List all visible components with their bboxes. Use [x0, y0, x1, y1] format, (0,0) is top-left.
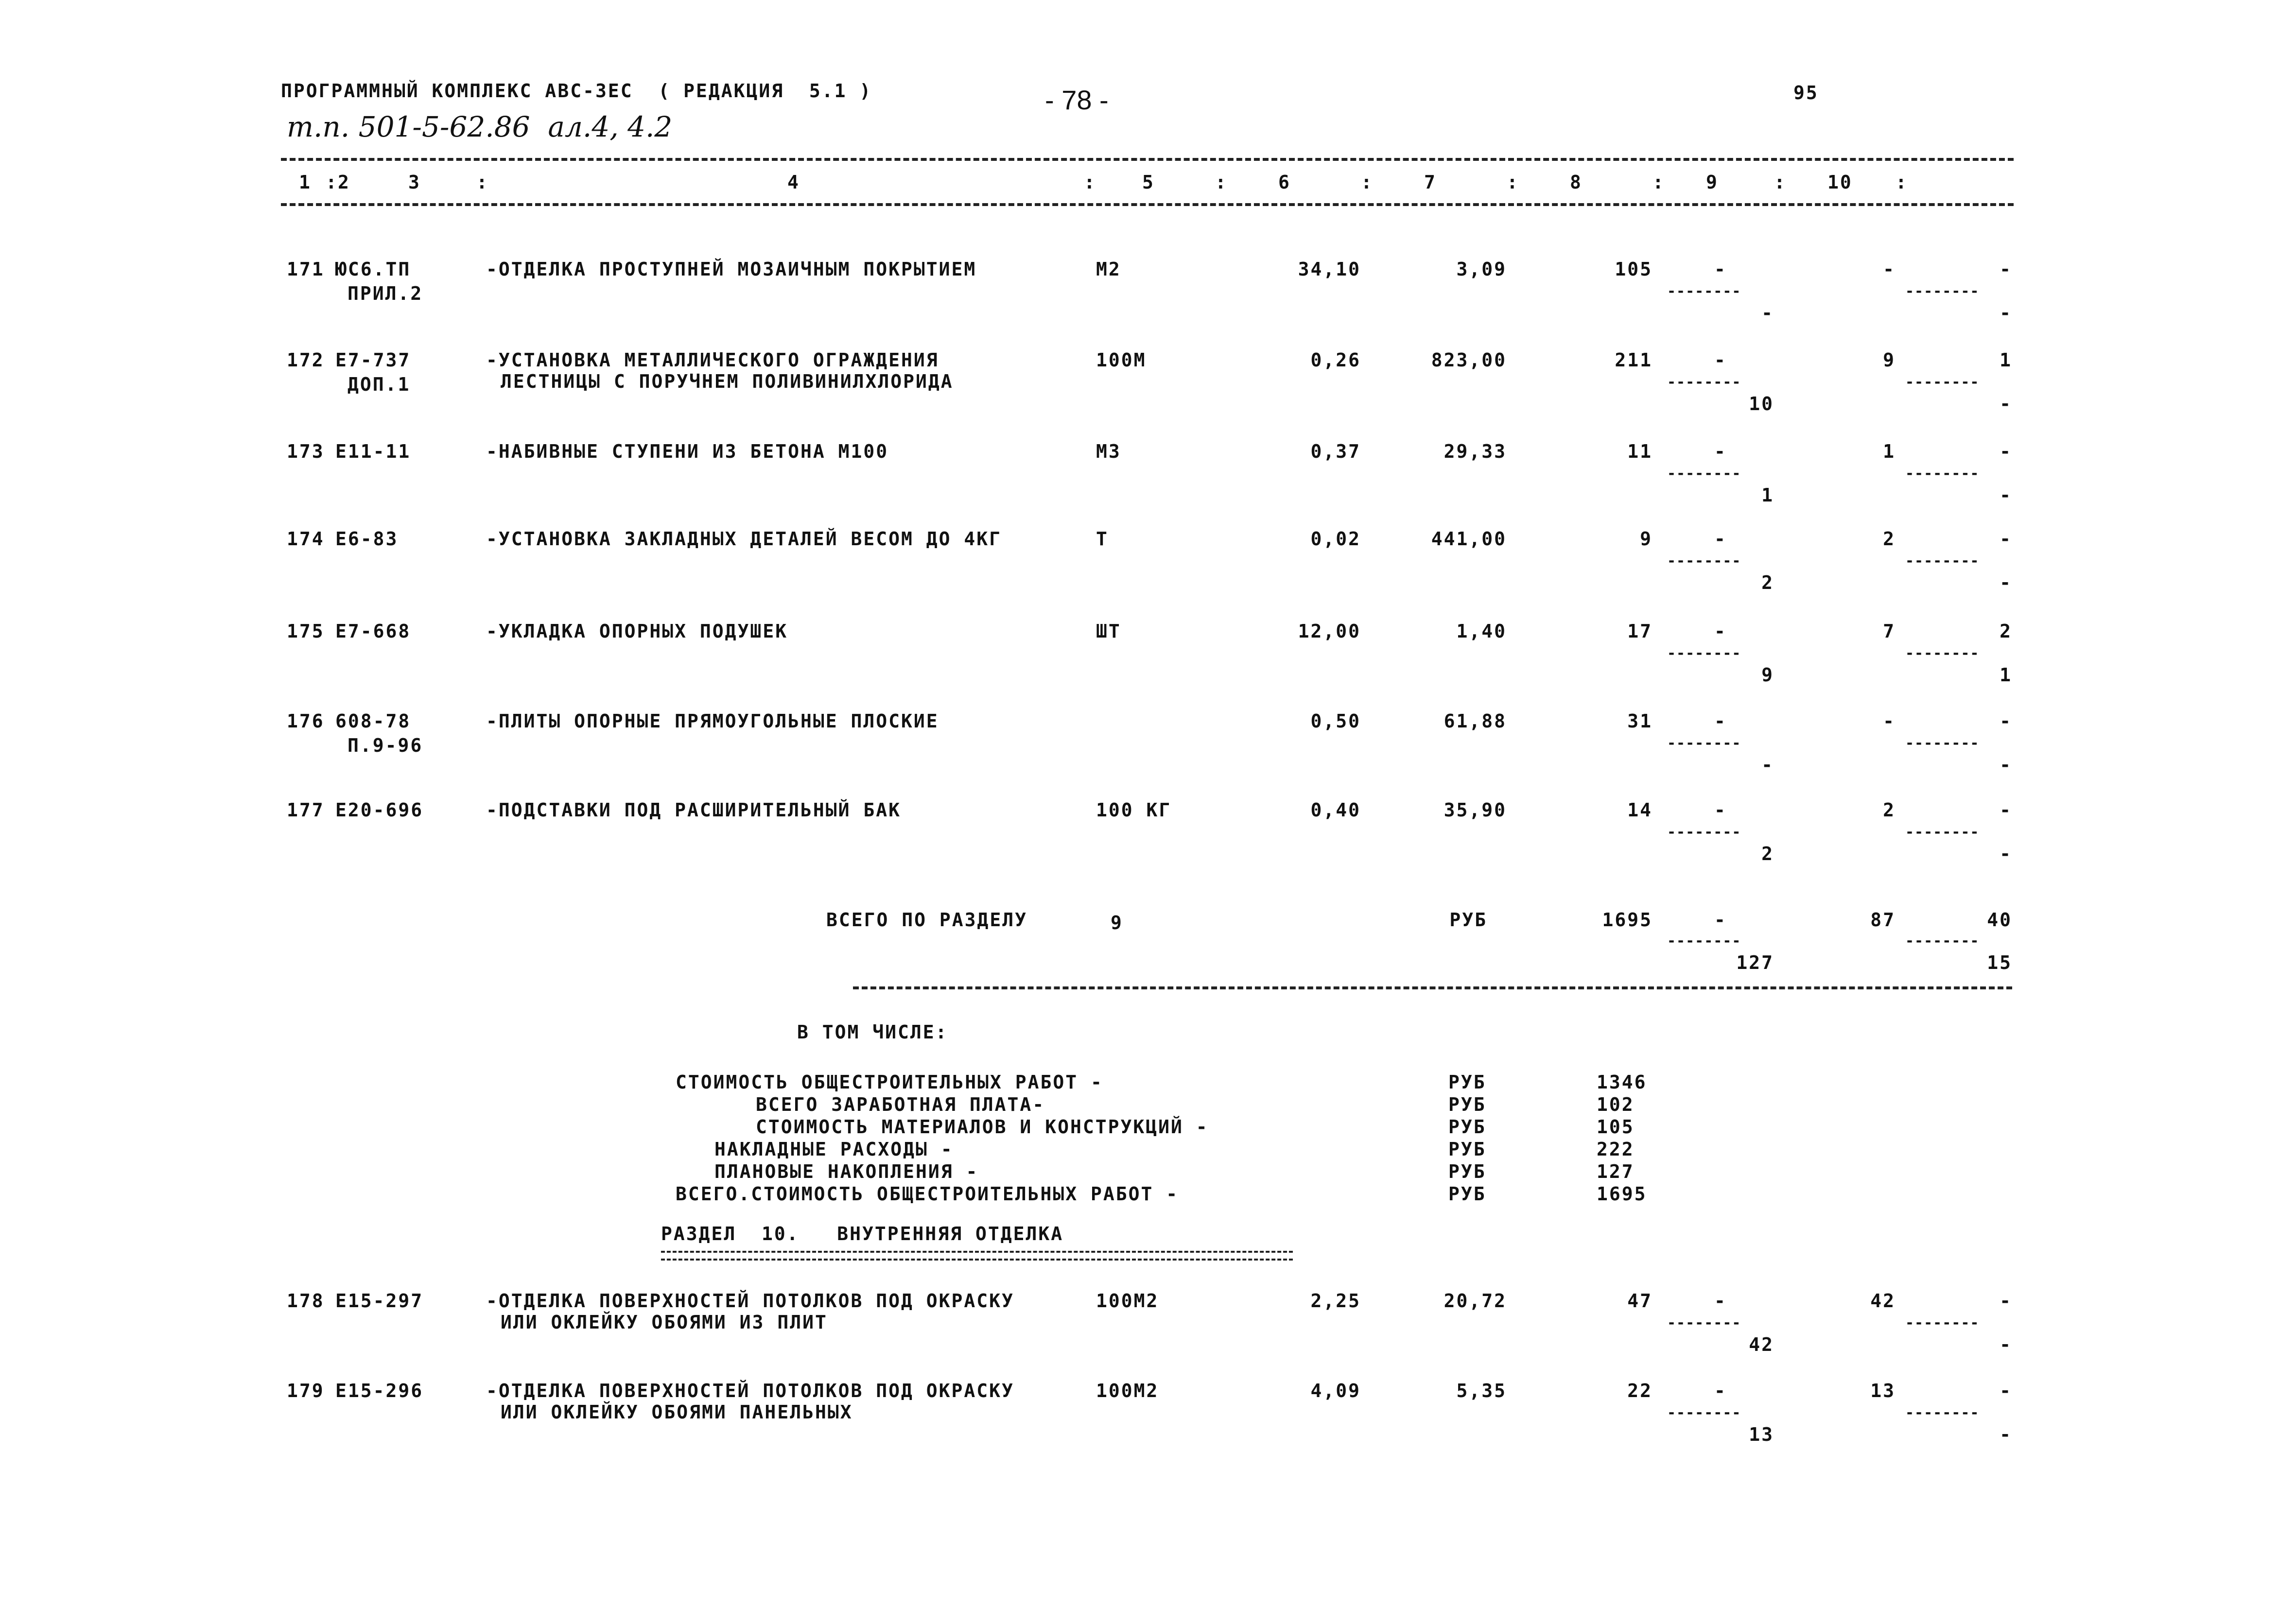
section-total-rule [853, 986, 2012, 989]
column-number-4: 4 [787, 172, 800, 193]
breakdown-currency: РУБ [1448, 1116, 1486, 1138]
row-col8: - [1714, 528, 1727, 550]
row-unit-price: 29,33 [1444, 441, 1507, 462]
row-col8-lower: 2 [1761, 572, 1774, 593]
row-unit-price: 35,90 [1444, 799, 1507, 821]
column-separator: : [1361, 172, 1374, 193]
row-col10-lower: - [2000, 1334, 2012, 1355]
program-header: ПРОГРАММНЫЙ КОМПЛЕКС АВС-ЗЕС ( РЕДАКЦИЯ 5.1 ) [281, 80, 872, 102]
row-unit: Т [1096, 528, 1109, 550]
row-description: -УСТАНОВКА МЕТАЛЛИЧЕСКОГО ОГРАЖДЕНИЯ [486, 349, 939, 371]
column-separator: : [1652, 172, 1665, 193]
cell-fraction-divider: -------- [1667, 646, 1741, 661]
breakdown-currency: РУБ [1448, 1139, 1486, 1160]
row-code: ЮС6.ТП [335, 259, 411, 280]
breakdown-label: СТОИМОСТЬ МАТЕРИАЛОВ И КОНСТРУКЦИЙ - [756, 1116, 1209, 1138]
row-number: 174 [287, 528, 325, 550]
row-quantity: 2,25 [1310, 1290, 1361, 1312]
column-separator: : [1215, 172, 1228, 193]
row-col8: - [1714, 349, 1727, 371]
row-col8-lower: - [1761, 302, 1774, 324]
row-col10: - [2000, 799, 2012, 821]
breakdown-value: 105 [1597, 1116, 1635, 1138]
row-number: 173 [287, 441, 325, 462]
cell-fraction-divider: -------- [1905, 284, 1980, 299]
column-separator: : [476, 172, 489, 193]
row-col10-lower: - [2000, 572, 2012, 593]
breakdown-label: ВСЕГО.СТОИМОСТЬ ОБЩЕСТРОИТЕЛЬНЫХ РАБОТ - [676, 1183, 1179, 1205]
handwritten-reference: т.п. 501-5-62.86 ал.4, 4.2 [287, 110, 673, 143]
cell-fraction-divider: -------- [1905, 646, 1980, 661]
section-total-col10-lower: 15 [1987, 952, 2012, 973]
row-code-secondary: ПРИЛ.2 [348, 283, 423, 304]
row-code: Е20-696 [335, 799, 424, 821]
column-number-3: 3 [408, 172, 421, 193]
header-top-rule [281, 158, 2014, 161]
breakdown-value: 1346 [1597, 1071, 1647, 1093]
breakdown-label: СТОИМОСТЬ ОБЩЕСТРОИТЕЛЬНЫХ РАБОТ - [676, 1071, 1103, 1093]
section-total-col10: 40 [1987, 909, 2012, 931]
breakdown-currency: РУБ [1448, 1071, 1486, 1093]
cell-fraction-divider: -------- [1905, 736, 1980, 751]
column-separator: : [1084, 172, 1096, 193]
row-col10-lower: - [2000, 393, 2012, 415]
row-total: 22 [1627, 1380, 1652, 1401]
cell-fraction-divider: -------- [1905, 554, 1980, 569]
row-code: Е15-297 [335, 1290, 424, 1312]
row-quantity: 0,26 [1310, 349, 1361, 371]
row-total: 17 [1627, 621, 1652, 642]
row-col8: - [1714, 710, 1727, 732]
cell-fraction-divider: -------- [1667, 1406, 1741, 1420]
row-code: Е15-296 [335, 1380, 424, 1401]
row-unit: ШТ [1096, 621, 1121, 642]
row-number: 175 [287, 621, 325, 642]
column-number-7: 7 [1424, 172, 1437, 193]
row-number: 171 [287, 259, 325, 280]
row-quantity: 4,09 [1310, 1380, 1361, 1401]
cell-fraction-divider: -------- [1905, 375, 1980, 390]
section-total-col8-divider: -------- [1667, 934, 1741, 949]
column-number-2: 2 [338, 172, 350, 193]
row-unit: М3 [1096, 441, 1121, 462]
row-quantity: 0,50 [1310, 710, 1361, 732]
section-total-col10-divider: -------- [1905, 934, 1980, 949]
row-col8-lower: 42 [1749, 1334, 1774, 1355]
row-number: 179 [287, 1380, 325, 1401]
cell-fraction-divider: -------- [1905, 825, 1980, 840]
column-number-10: 10 [1827, 172, 1853, 193]
row-code: Е7-737 [335, 349, 411, 371]
row-col8: - [1714, 1380, 1727, 1401]
row-description: -ПОДСТАВКИ ПОД РАСШИРИТЕЛЬНЫЙ БАК [486, 799, 901, 821]
row-col8: - [1714, 621, 1727, 642]
row-total: 14 [1627, 799, 1652, 821]
cell-fraction-divider: -------- [1667, 825, 1741, 840]
row-unit-price: 20,72 [1444, 1290, 1507, 1312]
row-col10: - [2000, 528, 2012, 550]
row-unit-price: 1,40 [1456, 621, 1507, 642]
cell-fraction-divider: -------- [1905, 467, 1980, 481]
row-total: 211 [1615, 349, 1652, 371]
column-number-8: 8 [1570, 172, 1583, 193]
row-code-secondary: П.9-96 [348, 735, 423, 756]
row-unit: М2 [1096, 259, 1121, 280]
section-total-label: ВСЕГО ПО РАЗДЕЛУ [826, 909, 1028, 931]
cell-fraction-divider: -------- [1667, 467, 1741, 481]
row-col8: - [1714, 441, 1727, 462]
column-number-1: 1 [299, 172, 312, 193]
column-separator: : [326, 172, 338, 193]
section-total-col9: 87 [1870, 909, 1896, 931]
row-description: ЛЕСТНИЦЫ С ПОРУЧНЕМ ПОЛИВИНИЛХЛОРИДА [501, 371, 954, 392]
row-col10: - [2000, 1290, 2012, 1312]
row-col8-lower: 10 [1749, 393, 1774, 415]
row-col9: - [1883, 710, 1896, 732]
row-col10-lower: 1 [2000, 664, 2012, 686]
row-col10: - [2000, 259, 2012, 280]
row-col8-lower: 2 [1761, 843, 1774, 864]
row-total: 11 [1627, 441, 1652, 462]
row-unit: 100М [1096, 349, 1147, 371]
row-col9: 1 [1883, 441, 1896, 462]
row-unit-price: 3,09 [1456, 259, 1507, 280]
row-quantity: 0,37 [1310, 441, 1361, 462]
cell-fraction-divider: -------- [1667, 284, 1741, 299]
row-col9: 9 [1883, 349, 1896, 371]
section-total-col8-lower: 127 [1736, 952, 1774, 973]
breakdown-currency: РУБ [1448, 1161, 1486, 1182]
row-unit-price: 5,35 [1456, 1380, 1507, 1401]
row-code: 608-78 [335, 710, 411, 732]
breakdown-title: В ТОМ ЧИСЛЕ: [797, 1021, 948, 1043]
row-code: Е11-11 [335, 441, 411, 462]
breakdown-label: НАКЛАДНЫЕ РАСХОДЫ - [714, 1139, 954, 1160]
cell-fraction-divider: -------- [1905, 1406, 1980, 1420]
row-unit-price: 61,88 [1444, 710, 1507, 732]
row-col10-lower: - [2000, 754, 2012, 776]
row-col9: 2 [1883, 799, 1896, 821]
row-total: 9 [1640, 528, 1652, 550]
row-col10-lower: - [2000, 843, 2012, 864]
row-col9: 7 [1883, 621, 1896, 642]
row-total: 31 [1627, 710, 1652, 732]
row-col8: - [1714, 1290, 1727, 1312]
row-total: 47 [1627, 1290, 1652, 1312]
row-quantity: 0,40 [1310, 799, 1361, 821]
row-number: 178 [287, 1290, 325, 1312]
row-col8-lower: 1 [1761, 484, 1774, 506]
column-separator: : [1896, 172, 1908, 193]
row-unit-price: 823,00 [1431, 349, 1507, 371]
row-col10-lower: - [2000, 1424, 2012, 1445]
section-total-currency: РУБ [1449, 909, 1487, 931]
row-description: ИЛИ ОКЛЕЙКУ ОБОЯМИ ИЗ ПЛИТ [501, 1312, 828, 1333]
breakdown-value: 1695 [1597, 1183, 1647, 1205]
row-quantity: 34,10 [1298, 259, 1361, 280]
row-code: Е6-83 [335, 528, 399, 550]
cell-fraction-divider: -------- [1667, 375, 1741, 390]
row-code: Е7-668 [335, 621, 411, 642]
row-col9: 2 [1883, 528, 1896, 550]
breakdown-value: 222 [1597, 1139, 1635, 1160]
column-number-5: 5 [1142, 172, 1155, 193]
row-col9: - [1883, 259, 1896, 280]
column-number-9: 9 [1706, 172, 1719, 193]
row-unit: 100 КГ [1096, 799, 1172, 821]
row-description: -ОТДЕЛКА ПОВЕРХНОСТЕЙ ПОТОЛКОВ ПОД ОКРАСКУ [486, 1290, 1014, 1312]
breakdown-value: 102 [1597, 1094, 1635, 1115]
row-description: ИЛИ ОКЛЕЙКУ ОБОЯМИ ПАНЕЛЬНЫХ [501, 1401, 853, 1423]
row-quantity: 0,02 [1310, 528, 1361, 550]
row-unit-price: 441,00 [1431, 528, 1507, 550]
breakdown-currency: РУБ [1448, 1094, 1486, 1115]
cell-fraction-divider: -------- [1667, 554, 1741, 569]
header-bottom-rule [281, 203, 2014, 206]
row-col10-lower: - [2000, 484, 2012, 506]
row-unit: 100М2 [1096, 1380, 1159, 1401]
breakdown-label: ВСЕГО ЗАРАБОТНАЯ ПЛАТА- [756, 1094, 1045, 1115]
row-col10-lower: - [2000, 302, 2012, 324]
row-col10: 1 [2000, 349, 2012, 371]
breakdown-value: 127 [1597, 1161, 1635, 1182]
cell-fraction-divider: -------- [1905, 1316, 1980, 1331]
row-description: -ОТДЕЛКА ПРОСТУПНЕЙ МОЗАИЧНЫМ ПОКРЫТИЕМ [486, 259, 977, 280]
cell-fraction-divider: -------- [1667, 1316, 1741, 1331]
row-description: -НАБИВНЫЕ СТУПЕНИ ИЗ БЕТОНА М100 [486, 441, 889, 462]
row-col8: - [1714, 799, 1727, 821]
row-col10: - [2000, 710, 2012, 732]
row-description: -УКЛАДКА ОПОРНЫХ ПОДУШЕК [486, 621, 788, 642]
row-quantity: 12,00 [1298, 621, 1361, 642]
row-description: -ПЛИТЫ ОПОРНЫЕ ПРЯМОУГОЛЬНЫЕ ПЛОСКИЕ [486, 710, 939, 732]
row-code-secondary: ДОП.1 [348, 374, 411, 395]
section-10-title: РАЗДЕЛ 10. ВНУТРЕННЯЯ ОТДЕЛКА [661, 1223, 1064, 1244]
row-number: 177 [287, 799, 325, 821]
row-col10: - [2000, 441, 2012, 462]
row-total: 105 [1615, 259, 1652, 280]
page-number-right: 95 [1793, 82, 1819, 104]
row-description: -ОТДЕЛКА ПОВЕРХНОСТЕЙ ПОТОЛКОВ ПОД ОКРАСКУ [486, 1380, 1014, 1401]
column-number-6: 6 [1278, 172, 1291, 193]
row-description: -УСТАНОВКА ЗАКЛАДНЫХ ДЕТАЛЕЙ ВЕСОМ ДО 4КГ [486, 528, 1002, 550]
section-total-section: 9 [1111, 912, 1123, 933]
row-number: 176 [287, 710, 325, 732]
row-number: 172 [287, 349, 325, 371]
row-col10: 2 [2000, 621, 2012, 642]
row-col8-lower: 13 [1749, 1424, 1774, 1445]
breakdown-currency: РУБ [1448, 1183, 1486, 1205]
row-col8-lower: 9 [1761, 664, 1774, 686]
row-col9: 42 [1870, 1290, 1896, 1312]
page-number-center: - 78 - [1045, 85, 1109, 115]
section-total-value: 1695 [1602, 909, 1652, 931]
row-col9: 13 [1870, 1380, 1896, 1401]
column-separator: : [1507, 172, 1519, 193]
row-col10: - [2000, 1380, 2012, 1401]
section-total-col8: - [1714, 909, 1727, 931]
column-separator: : [1774, 172, 1787, 193]
cell-fraction-divider: -------- [1667, 736, 1741, 751]
breakdown-label: ПЛАНОВЫЕ НАКОПЛЕНИЯ - [714, 1161, 979, 1182]
row-col8: - [1714, 259, 1727, 280]
row-col8-lower: - [1761, 754, 1774, 776]
row-unit: 100М2 [1096, 1290, 1159, 1312]
section-10-underline [661, 1251, 1293, 1261]
